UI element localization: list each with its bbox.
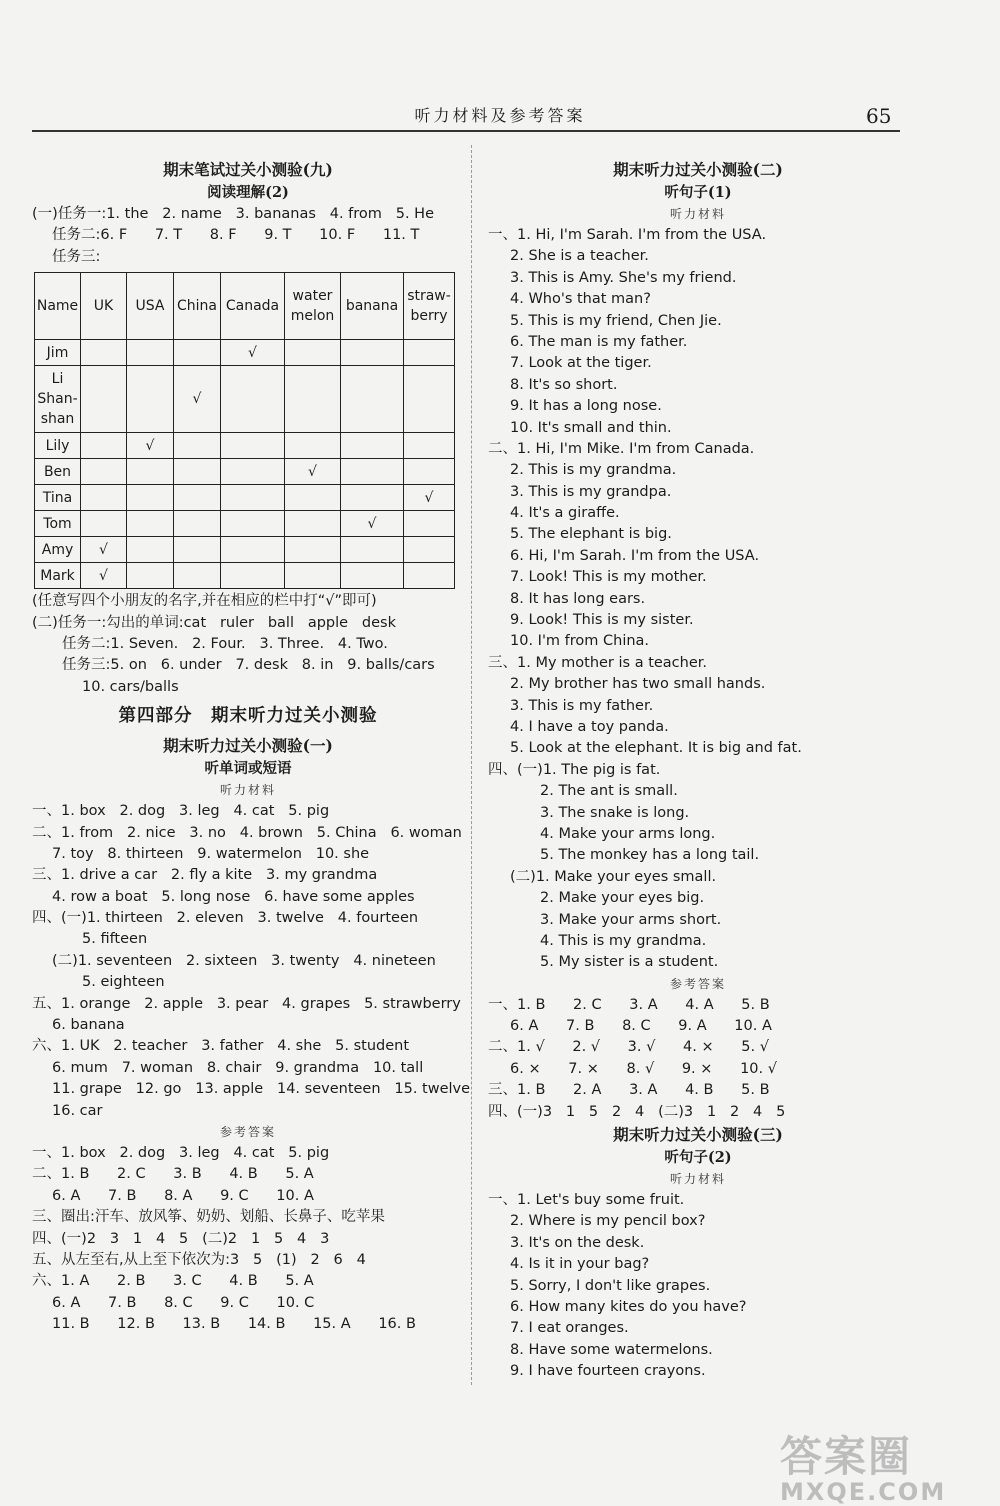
text-line: 2. She is a teacher.	[510, 248, 649, 265]
part-four-title: 第四部分 期末听力过关小测验	[118, 706, 378, 727]
table-cell-mark	[174, 485, 221, 511]
text-line: 一、1. box 2. dog 3. leg 4. cat 5. pig	[32, 1144, 330, 1161]
table-cell-mark	[285, 366, 341, 433]
table-cell-mark	[341, 537, 404, 563]
table-cell-mark	[285, 537, 341, 563]
table-header-cell: straw- berry	[404, 273, 455, 340]
table-cell-mark	[81, 433, 127, 459]
test1-materials	[32, 801, 471, 1122]
table-cell-mark	[285, 340, 341, 366]
table-cell-mark: √	[81, 537, 127, 563]
test1-subtitle: 听单词或短语	[204, 760, 292, 778]
text-line: 3. This is my father.	[510, 697, 654, 714]
table-note: (任意写四个小朋友的名字,并在相应的栏中打“√”即可)	[32, 593, 377, 610]
table-cell-mark	[127, 485, 174, 511]
answer-table	[34, 272, 455, 589]
text-line: 四、(一)3 1 5 2 4 (二)3 1 2 4 5	[488, 1103, 786, 1120]
table-cell-mark	[174, 511, 221, 537]
text-line: 5. eighteen	[82, 974, 165, 991]
test3-materials	[488, 1190, 908, 1383]
table-cell-mark	[341, 459, 404, 485]
running-header-title: 听力材料及参考答案	[414, 106, 586, 125]
table-row	[35, 459, 455, 485]
table-cell-mark	[404, 340, 455, 366]
table-cell-name: Tina	[35, 485, 81, 511]
test3-subtitle: 听句子(2)	[664, 1149, 732, 1167]
text-line: 9. I have fourteen crayons.	[510, 1363, 706, 1380]
text-line: 6. banana	[52, 1017, 125, 1034]
table-header-cell: USA	[127, 273, 174, 340]
task3-label: 任务三:	[52, 248, 101, 265]
table-row	[35, 366, 455, 433]
part2-line-4: 10. cars/balls	[82, 678, 179, 695]
left-column	[32, 158, 471, 1336]
text-line: 5. fifteen	[82, 931, 148, 948]
table-cell-mark	[285, 433, 341, 459]
table-cell-mark	[404, 433, 455, 459]
text-line: 四、(一)1. thirteen 2. eleven 3. twelve 4. fourteen	[32, 910, 419, 927]
table-header-cell: banana	[341, 273, 404, 340]
text-line: 6. A 7. B 8. C 9. A 10. A	[510, 1018, 772, 1035]
table-cell-mark: √	[404, 485, 455, 511]
text-line: 3. This is Amy. She's my friend.	[510, 269, 737, 286]
table-header-row	[35, 273, 455, 340]
watermark-text-bottom: MXQE.COM	[780, 1478, 947, 1506]
table-header-cell: UK	[81, 273, 127, 340]
text-line: 5. My sister is a student.	[540, 954, 719, 971]
text-line: 5. The elephant is big.	[510, 526, 672, 543]
table-cell-name: Ben	[35, 459, 81, 485]
table-cell-mark	[404, 563, 455, 589]
text-line: 2. Make your eyes big.	[540, 890, 705, 907]
table-cell-mark	[127, 511, 174, 537]
table-cell-mark	[285, 563, 341, 589]
text-line: (二)1. Make your eyes small.	[510, 868, 717, 885]
table-cell-mark	[127, 340, 174, 366]
text-line: 4. Is it in your bag?	[510, 1256, 650, 1273]
section-title-9: 期末笔试过关小测验(九)	[163, 160, 333, 179]
text-line: 7. I eat oranges.	[510, 1320, 629, 1337]
test2-title: 期末听力过关小测验(二)	[613, 160, 783, 179]
table-header-cell: Canada	[221, 273, 285, 340]
table-cell-mark	[285, 485, 341, 511]
site-watermark-logo	[780, 1424, 946, 1506]
table-cell-mark	[404, 537, 455, 563]
table-row	[35, 433, 455, 459]
text-line: 4. This is my grandma.	[540, 932, 707, 949]
text-line: 一、1. Let's buy some fruit.	[488, 1192, 685, 1209]
text-line: 二、1. from 2. nice 3. no 4. brown 5. China 6. woman	[32, 824, 462, 841]
table-cell-mark	[127, 537, 174, 563]
text-line: 8. Have some watermelons.	[510, 1341, 713, 1358]
text-line: 4. row a boat 5. long nose 6. have some apples	[52, 888, 415, 905]
section-subtitle-reading: 阅读理解(2)	[207, 184, 289, 201]
table-cell-mark: √	[221, 340, 285, 366]
table-cell-mark	[285, 511, 341, 537]
test3-materials-label: 听力材料	[669, 1172, 726, 1187]
table-cell-name: Mark	[35, 563, 81, 589]
text-line: 6. The man is my father.	[510, 333, 688, 350]
table-cell-mark	[404, 511, 455, 537]
header-rule	[32, 130, 900, 132]
table-cell-mark	[174, 459, 221, 485]
table-cell-mark	[81, 459, 127, 485]
part2-line-2: 任务二:1. Seven. 2. Four. 3. Three. 4. Two.	[62, 635, 388, 652]
table-row	[35, 340, 455, 366]
text-line: 一、1. B 2. C 3. A 4. A 5. B	[488, 996, 770, 1013]
text-line: 6. A 7. B 8. C 9. C 10. C	[52, 1294, 315, 1311]
table-cell-mark	[174, 433, 221, 459]
table-cell-mark	[341, 433, 404, 459]
text-line: 4. Who's that man?	[510, 291, 651, 308]
text-line: 六、1. A 2. B 3. C 4. B 5. A	[32, 1273, 314, 1290]
text-line: 3. It's on the desk.	[510, 1234, 645, 1251]
test1-materials-label: 听力材料	[219, 783, 276, 798]
table-header-cell: water melon	[285, 273, 341, 340]
table-cell-mark: √	[341, 511, 404, 537]
text-line: 7. Look at the tiger.	[510, 355, 652, 372]
task1-line: (一)任务一:1. the 2. name 3. bananas 4. from 5. He	[32, 206, 435, 222]
task2-line: 任务二:6. F 7. T 8. F 9. T 10. F 11. T	[52, 227, 420, 244]
page-number: 65	[866, 104, 892, 128]
text-line: 5. The monkey has a long tail.	[540, 847, 760, 864]
table-row	[35, 511, 455, 537]
table-cell-mark	[221, 511, 285, 537]
text-line: 2. The ant is small.	[540, 783, 678, 800]
text-line: 三、1. My mother is a teacher.	[488, 654, 708, 671]
table-body	[35, 340, 455, 589]
table-header-cell: Name	[35, 273, 81, 340]
test1-title: 期末听力过关小测验(一)	[163, 736, 333, 756]
part2-line-1: (二)任务一:勾出的单词:cat ruler ball apple desk	[32, 614, 396, 631]
table-cell-mark	[81, 485, 127, 511]
text-line: 二、1. B 2. C 3. B 4. B 5. A	[32, 1166, 314, 1183]
text-line: 6. mum 7. woman 8. chair 9. grandma 10. tall	[52, 1059, 424, 1076]
text-line: 六、1. UK 2. teacher 3. father 4. she 5. student	[32, 1038, 410, 1055]
table-cell-mark	[221, 563, 285, 589]
table-cell-mark: √	[285, 459, 341, 485]
text-line: 8. It's so short.	[510, 376, 618, 393]
table-cell-mark	[174, 537, 221, 563]
text-line: 6. A 7. B 8. A 9. C 10. A	[52, 1187, 314, 1204]
text-line: 5. Sorry, I don't like grapes.	[510, 1277, 711, 1294]
text-line: 二、1. Hi, I'm Mike. I'm from Canada.	[488, 440, 755, 457]
table-cell-mark	[221, 433, 285, 459]
test2-answers-label: 参考答案	[669, 976, 726, 991]
part2-line-3: 任务三:5. on 6. under 7. desk 8. in 9. balls/cars	[62, 657, 435, 674]
table-cell-name: Lily	[35, 433, 81, 459]
text-line: 4. It's a giraffe.	[510, 505, 620, 522]
text-line: 6. × 7. × 8. √ 9. × 10. √	[510, 1060, 777, 1077]
text-line: 四、(一)2 3 1 4 5 (二)2 1 5 4 3	[32, 1230, 330, 1247]
text-line: 7. toy 8. thirteen 9. watermelon 10. she	[52, 845, 370, 862]
table-cell-mark	[127, 366, 174, 433]
table-cell-mark	[221, 366, 285, 433]
text-line: 9. Look! This is my sister.	[510, 612, 694, 629]
table-cell-mark	[174, 340, 221, 366]
text-line: 6. How many kites do you have?	[510, 1298, 747, 1315]
text-line: 11. B 12. B 13. B 14. B 15. A 16. B	[52, 1316, 416, 1333]
table-cell-mark	[81, 366, 127, 433]
table-cell-mark	[404, 366, 455, 433]
text-line: 四、(一)1. The pig is fat.	[488, 761, 661, 778]
table-row	[35, 485, 455, 511]
right-column	[488, 158, 908, 1383]
table-cell-mark	[341, 340, 404, 366]
test1-answers-label: 参考答案	[219, 1124, 276, 1139]
text-line: 一、1. box 2. dog 3. leg 4. cat 5. pig	[32, 803, 330, 820]
text-line: 3. The snake is long.	[540, 804, 690, 821]
table-header-cell: China	[174, 273, 221, 340]
text-line: 10. It's small and thin.	[510, 419, 672, 436]
text-line: 2. My brother has two small hands.	[510, 676, 766, 693]
table-cell-mark	[81, 340, 127, 366]
table-cell-mark: √	[174, 366, 221, 433]
table-cell-mark	[341, 485, 404, 511]
text-line: 11. grape 12. go 13. apple 14. seventeen 15. twelve	[52, 1081, 471, 1098]
table-cell-mark	[127, 563, 174, 589]
text-line: 4. I have a toy panda.	[510, 718, 669, 735]
text-line: 5. This is my friend, Chen Jie.	[510, 312, 722, 329]
table-cell-name: Tom	[35, 511, 81, 537]
test2-materials	[488, 225, 908, 974]
table-cell-mark	[221, 485, 285, 511]
text-line: (二)1. seventeen 2. sixteen 3. twenty 4. nineteen	[52, 952, 436, 969]
table-row	[35, 563, 455, 589]
text-line: 7. Look! This is my mother.	[510, 569, 707, 586]
text-line: 2. This is my grandma.	[510, 462, 677, 479]
text-line: 6. Hi, I'm Sarah. I'm from the USA.	[510, 547, 760, 564]
text-line: 10. I'm from China.	[510, 633, 650, 650]
table-cell-mark: √	[127, 433, 174, 459]
text-line: 4. Make your arms long.	[540, 825, 716, 842]
table-cell-mark	[221, 537, 285, 563]
text-line: 2. Where is my pencil box?	[510, 1213, 706, 1230]
text-line: 5. Look at the elephant. It is big and fat.	[510, 740, 802, 757]
test2-materials-label: 听力材料	[669, 207, 726, 221]
text-line: 二、1. √ 2. √ 3. √ 4. × 5. √	[488, 1039, 769, 1056]
text-line: 五、从左至右,从上至下依次为:3 5 (1) 2 6 4	[32, 1251, 366, 1268]
table-cell-mark	[341, 563, 404, 589]
table-cell-name: Li Shan- shan	[35, 366, 81, 433]
table-cell-mark	[81, 511, 127, 537]
table-row	[35, 537, 455, 563]
table-cell-mark	[127, 459, 174, 485]
text-line: 三、1. B 2. A 3. A 4. B 5. B	[488, 1082, 770, 1099]
table-cell-name: Amy	[35, 537, 81, 563]
watermark-text-top: 答案圈	[780, 1432, 913, 1481]
text-line: 一、1. Hi, I'm Sarah. I'm from the USA.	[488, 227, 767, 243]
column-divider	[471, 145, 472, 1385]
text-line: 3. This is my grandpa.	[510, 483, 672, 500]
text-line: 16. car	[52, 1102, 103, 1119]
test2-answers	[488, 995, 908, 1123]
table-cell-name: Jim	[35, 340, 81, 366]
test3-title: 期末听力过关小测验(三)	[613, 1125, 783, 1145]
table-cell-mark	[221, 459, 285, 485]
table-cell-mark	[404, 459, 455, 485]
text-line: 三、1. drive a car 2. fly a kite 3. my grandma	[32, 867, 378, 884]
text-line: 8. It has long ears.	[510, 590, 646, 607]
table-cell-mark	[341, 366, 404, 433]
test1-answers	[32, 1143, 464, 1336]
table-cell-mark	[174, 563, 221, 589]
text-line: 3. Make your arms short.	[540, 911, 722, 928]
test2-subtitle: 听句子(1)	[664, 184, 732, 201]
text-line: 五、1. orange 2. apple 3. pear 4. grapes 5. strawberry	[32, 995, 461, 1012]
text-line: 9. It has a long nose.	[510, 398, 662, 415]
table-cell-mark: √	[81, 563, 127, 589]
text-line: 三、圈出:汗车、放风筝、奶奶、划船、长鼻子、吃苹果	[32, 1209, 385, 1226]
